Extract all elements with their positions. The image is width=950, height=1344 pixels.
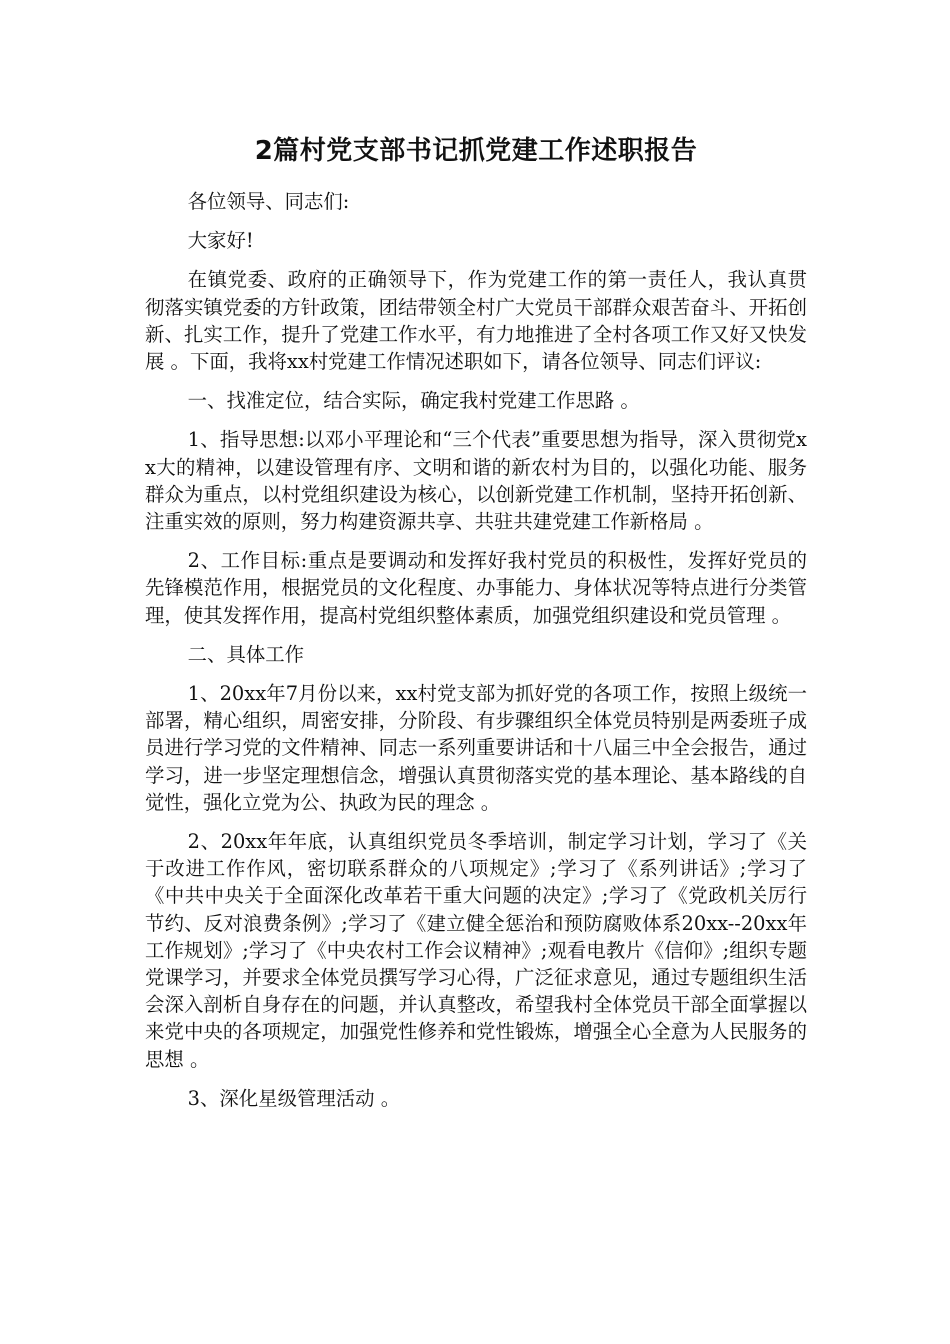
work-goal-paragraph: 2、工作目标:重点是要调动和发挥好我村党员的积极性，发挥好党员的先锋模范作用，根据党员的文化程度、办事能力、身体状况等特点进行分类管理，使其发挥作用，提高村党组织整体素质，加强党组织建设和党员管理 。 [145, 549, 807, 627]
work-item-1-paragraph: 1、20xx年7月份以来，xx村党支部为抓好党的各项工作，按照上级统一部署，精心组织，周密安排，分阶段、有步骤组织全体党员特别是两委班子成员进行学习党的文件精神、同志一系列重要讲话和十八届三中全会报告，通过学习，进一步坚定理想信念，增强认真贯彻落实党的基本理论、基本路线的自觉性，强化立党为公、执政为民的理念 。 [145, 682, 807, 814]
salutation: 各位领导、同志们: [187, 190, 350, 213]
work-item-3-paragraph: 3、深化星级管理活动 。 [187, 1086, 401, 1110]
document-page [145, 128, 807, 1124]
section-heading-2: 二、具体工作 [187, 642, 305, 666]
greeting: 大家好! [187, 229, 254, 253]
guiding-thought-paragraph: 1、指导思想:以邓小平理论和“三个代表”重要思想为指导，深入贯彻党xx大的精神，以建设管理有序、文明和谐的新农村为目的，以强化功能、服务群众为重点，以村党组织建设为核心，以创新党建工作机制，坚持开拓创新、注重实效的原则，努力构建资源共享、共驻共建党建工作新格局 。 [145, 428, 807, 534]
section-heading-1: 一、找准定位，结合实际，确定我村党建工作思路 。 [187, 389, 640, 413]
work-item-2-paragraph: 2、20xx年年底，认真组织党员冬季培训，制定学习计划，学习了《关于改进工作作风，密切联系群众的八项规定》;学习了《系列讲话》;学习了《中共中央关于全面深化改革若干重大问题的决定》;学习了《党政机关厉行节约、反对浪费条例》;学习了《建立健全惩治和预防腐败体系20xx--20xx年工作规划》;学习了《中央农村工作会议精神》;观看电教片《信仰》;组织专题党课学习，并要求全体党员撰写学习心得，广泛征求意见，通过专题组织生活会深入剖析自身存在的问题，并认真整改，希望我村全体党员干部全面掌握以来党中央的各项规定，加强党性修养和党性锻炼，增强全心全意为人民服务的思想 。 [145, 830, 807, 1071]
intro-paragraph: 在镇党委、政府的正确领导下，作为党建工作的第一责任人，我认真贯彻落实镇党委的方针政策，团结带领全村广大党员干部群众艰苦奋斗、开拓创新、扎实工作，提升了党建工作水平，有力地推进了全村各项工作又好又快发展 。下面，我将xx村党建工作情况述职如下，请各位领导、同志们评议: [145, 268, 807, 374]
document-title: 2篇村党支部书记抓党建工作述职报告 [254, 136, 698, 166]
